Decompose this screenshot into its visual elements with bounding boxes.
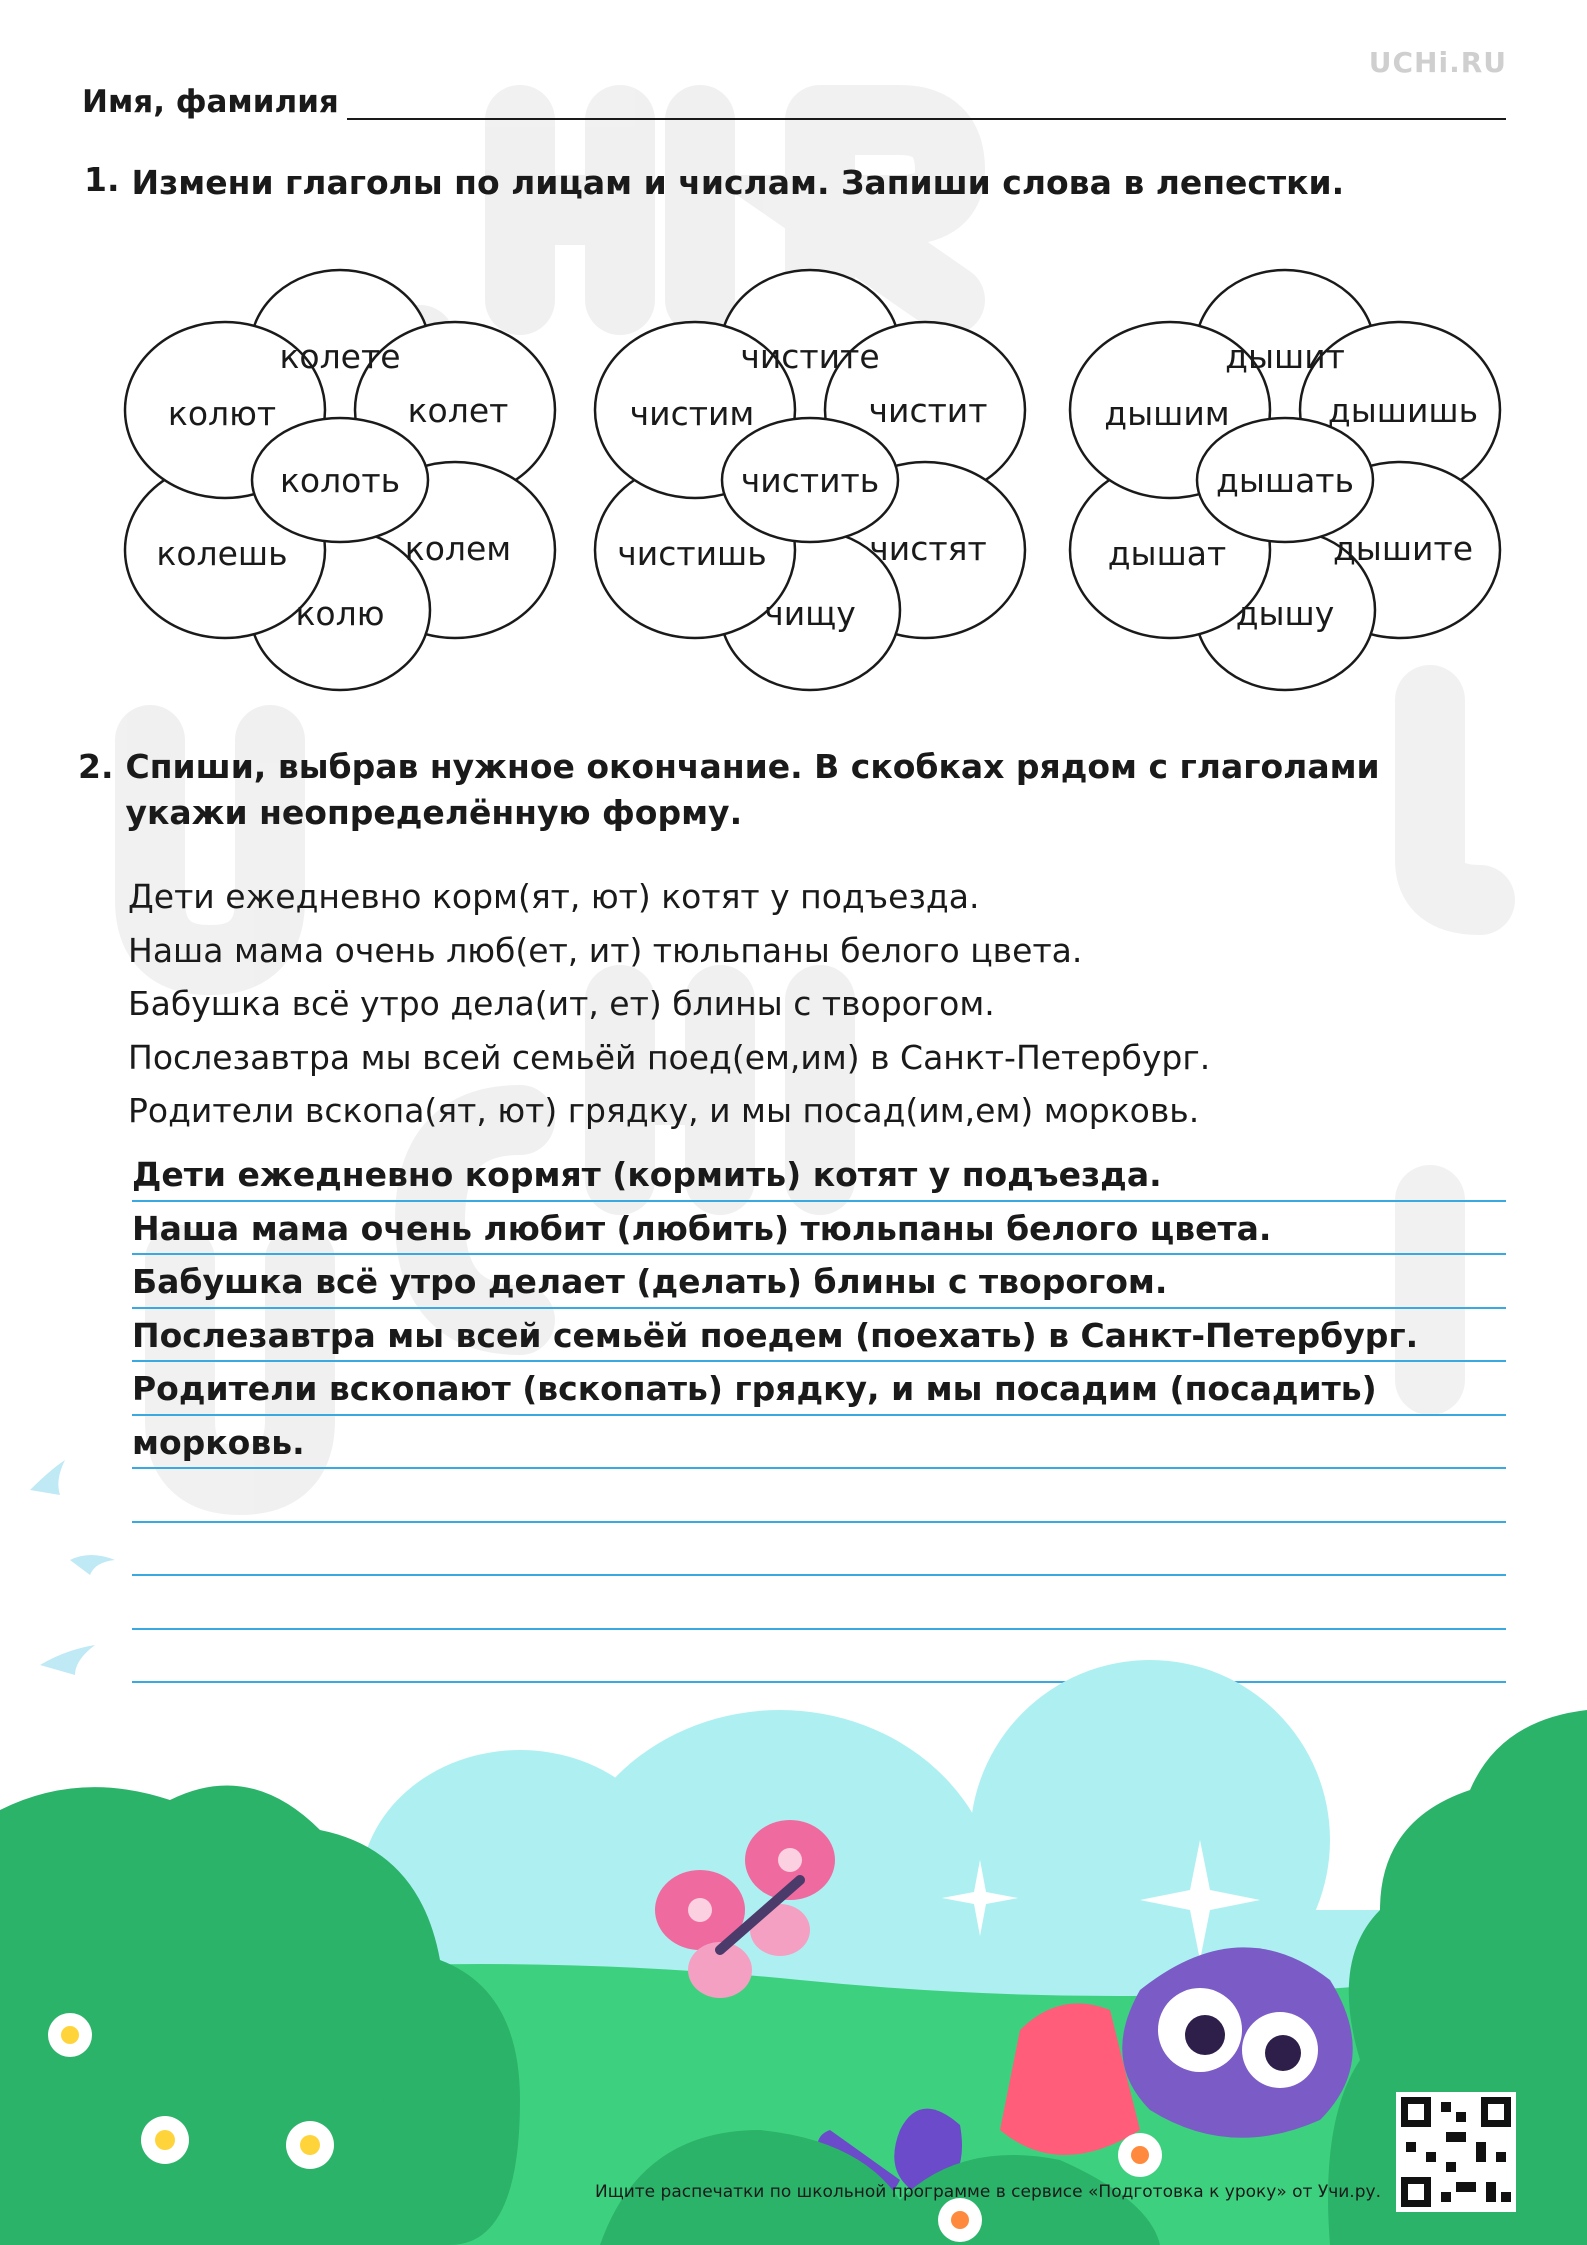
- petal-word: колем: [404, 529, 512, 568]
- sentence: Бабушка всё утро дела(ит, ет) блины с творогом.: [128, 984, 995, 1023]
- answer-line[interactable]: Наша мама очень любит (любить) тюльпаны белого цвета.: [132, 1202, 1506, 1256]
- meadow-illustration: [0, 1660, 1587, 2245]
- petal-word: дышите: [1332, 529, 1474, 568]
- footer-text: Ищите распечатки по школьной программе в сервисе «Подготовка к уроку» от Учи.ру.: [595, 2182, 1381, 2202]
- task-2-number: 2.: [78, 747, 114, 786]
- petal-word: дышим: [1104, 394, 1230, 433]
- petal-word: дышат: [1107, 534, 1227, 573]
- petal-word: колете: [279, 337, 401, 376]
- petal-word: чистим: [629, 394, 755, 433]
- task-2-text-line2: укажи неопределённую форму.: [125, 793, 743, 832]
- petal-word: колешь: [156, 534, 288, 573]
- petal-word: колет: [407, 391, 509, 430]
- sentence: Наша мама очень люб(ет, ит) тюльпаны белого цвета.: [128, 930, 1083, 970]
- sentence: Дети ежедневно корм(ят, ют) котят у подъезда.: [128, 877, 980, 916]
- petal-word: чистит: [868, 391, 988, 430]
- task-2-sentences: [128, 870, 1210, 1138]
- name-label: Имя, фамилия: [82, 84, 339, 120]
- center-word: чистить: [740, 461, 880, 500]
- task-1-text: Измени глаголы по лицам и числам. Запиши слова в лепестки.: [131, 163, 1345, 202]
- petal-word: дышишь: [1327, 391, 1479, 430]
- sentence: Родители вскопа(ят, ют) грядку, и мы посад(им,ем) морковь.: [128, 1091, 1200, 1130]
- center-word: дышать: [1216, 461, 1354, 500]
- petal-word: колют: [167, 394, 277, 433]
- task-2-heading: [78, 744, 1438, 836]
- qr-code[interactable]: [1396, 2092, 1516, 2212]
- petal-word: дышу: [1235, 594, 1335, 633]
- flower-колоть: [125, 270, 555, 690]
- answer-lines: [132, 1148, 1506, 1683]
- task-1-heading: [84, 160, 1344, 206]
- flower-дышать: [1070, 270, 1500, 690]
- flower-чистить: [595, 270, 1025, 690]
- petal-word: колю: [295, 594, 385, 633]
- name-line[interactable]: [347, 88, 1506, 120]
- answer-line[interactable]: [132, 1523, 1506, 1577]
- center-word: колоть: [279, 461, 401, 500]
- brand-logo: UCHi.RU: [1368, 46, 1507, 79]
- answer-line[interactable]: Дети ежедневно кормят (кормить) котят у подъезда.: [132, 1148, 1506, 1202]
- petal-word: дышит: [1225, 337, 1345, 376]
- petal-word: чистят: [869, 529, 987, 568]
- answer-line[interactable]: Родители вскопают (вскопать) грядку, и мы посадим (посадить): [132, 1362, 1506, 1416]
- verb-flowers: [110, 245, 1510, 705]
- sentence: Послезавтра мы всей семьёй поед(ем,им) в Санкт-Петербург.: [128, 1037, 1211, 1077]
- answer-line[interactable]: [132, 1576, 1506, 1630]
- task-2-text-line1: Спиши, выбрав нужное окончание. В скобках рядом с глаголами: [125, 747, 1380, 786]
- petal-word: чистите: [740, 337, 880, 376]
- petal-word: чистишь: [617, 534, 767, 573]
- answer-line[interactable]: [132, 1469, 1506, 1523]
- name-field[interactable]: [82, 84, 1506, 120]
- answer-line[interactable]: морковь.: [132, 1416, 1506, 1470]
- task-1-number: 1.: [84, 160, 120, 199]
- petal-word: чищу: [764, 594, 856, 633]
- answer-line[interactable]: Бабушка всё утро делает (делать) блины с творогом.: [132, 1255, 1506, 1309]
- answer-line[interactable]: Послезавтра мы всей семьёй поедем (поехать) в Санкт-Петербург.: [132, 1309, 1506, 1363]
- qr-code-pattern: [1396, 2092, 1516, 2212]
